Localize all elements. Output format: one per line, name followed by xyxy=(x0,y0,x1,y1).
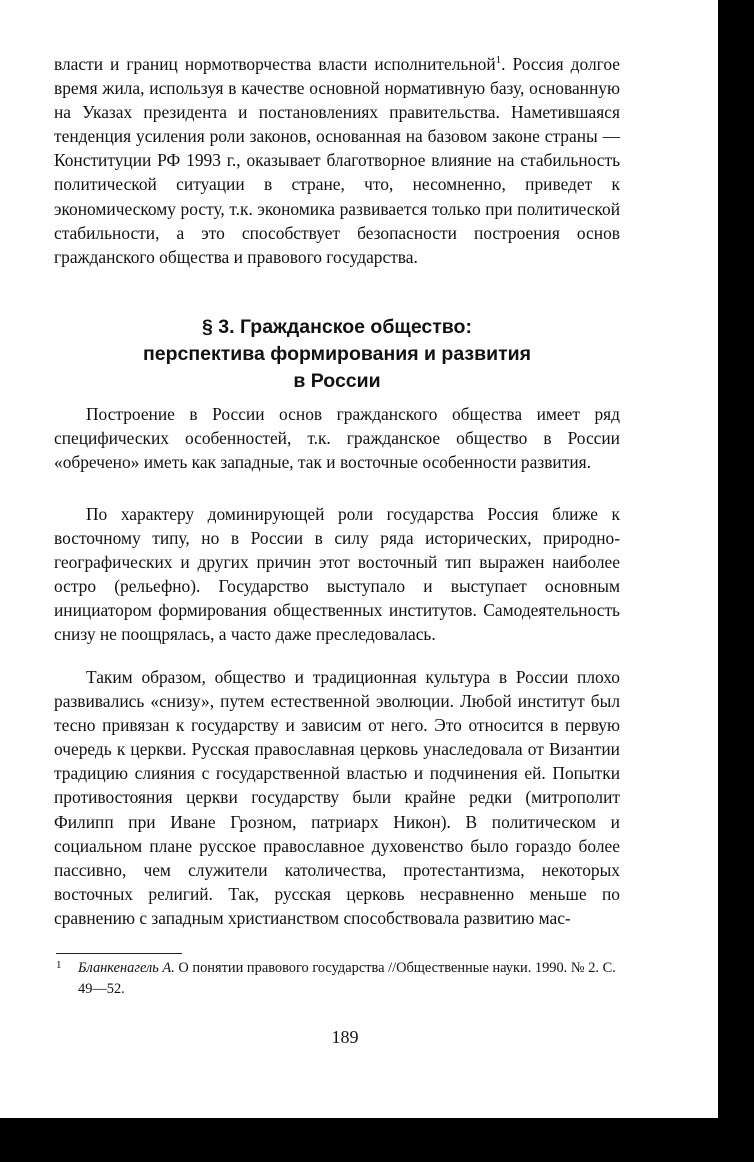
continued-paragraph xyxy=(54,52,620,269)
scan-edge-right xyxy=(718,0,754,1162)
body-paragraph-1 xyxy=(54,402,620,474)
footnote xyxy=(56,958,622,1000)
section-heading-line-1: § 3. Гражданское общество: xyxy=(202,316,472,338)
section-heading-line-3: в России xyxy=(293,370,381,392)
section-heading xyxy=(54,314,620,395)
paragraph-text: По характеру доминирующей роли государства Россия ближе к восточному типу, но в России в силу ряда исторических, природно-географических и других причин этот восточный тип выражен наиболее остро (рельефно). Государство выступало и выступает основным инициатором формирования общественных институтов. Самодеятельность снизу не поощрялась, а часто даже преследовалась. xyxy=(54,504,620,645)
page-number: 189 xyxy=(331,1027,359,1047)
body-paragraph-2 xyxy=(54,502,620,647)
continued-text-before: власти и границ нормотворчества власти исполнительной xyxy=(54,54,496,74)
continued-paragraph-text xyxy=(54,52,620,269)
continued-text-after: . Россия долгое время жила, используя в качестве основной нормативную базу, основанную на Указах президента и постановлениях правительства. Наметившаяся тенденция усиления роли законов, основанная на базовом законе страны — Конституции РФ 1993 г., оказывает благотворное влияние на стабильность политической ситуации в стране, что, несомненно, приведет к экономическому росту, т.к. экономика развивается только при политической стабильности, а это способствует безопасности построения основ гражданского общества и правового государства. xyxy=(54,54,620,267)
paragraph-text: Таким образом, общество и традиционная культура в России плохо развивались «снизу», путем естественной эволюции. Любой институт был тесно привязан к государству и зависим от него. Это относится в первую очередь к церкви. Русская православная церковь унаследовала от Византии традицию слияния с государственной властью и подчинения ей. Попытки противостояния церкви государству были крайне редки (митрополит Филипп при Иване Грозном, патриарх Никон). В политическом и социальном плане русское православное духовенство было гораздо более пассивно, чем служители католичества, протестантизма, некоторых восточных религий. Так, русская церковь несравненно меньше по сравнению с западным христианством способствовала развитию мас- xyxy=(54,667,620,928)
footnote-text: О понятии правового государства //Общественные науки. 1990. № 2. С. 49—52. xyxy=(78,960,616,997)
footnote-mark: 1 xyxy=(56,959,62,971)
footnote-body xyxy=(56,958,622,1000)
paragraph-text: Построение в России основ гражданского общества имеет ряд специфических особенностей, т.к. гражданское общество в России «обречено» иметь как западные, так и восточные особенности развития. xyxy=(54,404,620,473)
scan-edge-bottom xyxy=(0,1118,754,1162)
section-heading-line-2: перспектива формирования и развития xyxy=(142,343,532,365)
footnote-divider xyxy=(56,953,182,954)
body-paragraph-3 xyxy=(54,665,620,930)
footnote-author: Бланкенагель А. xyxy=(78,960,175,976)
footnote-reference: 1 xyxy=(495,54,502,67)
